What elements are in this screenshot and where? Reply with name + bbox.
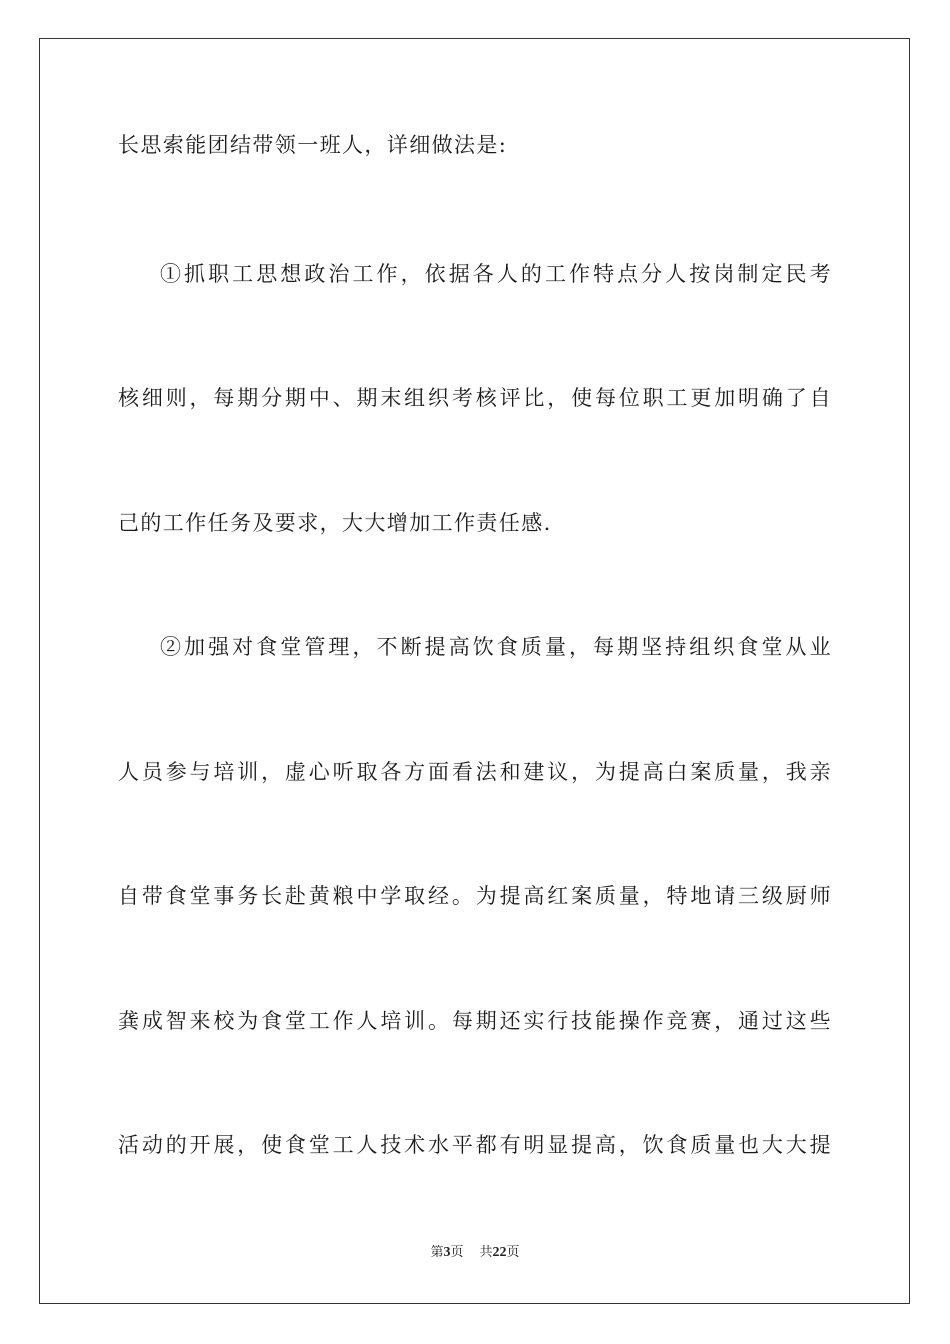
- page-border: [39, 38, 910, 1304]
- text-line-5: ②加强对食堂管理，不断提高饮食质量，每期坚持组织食堂从业: [160, 635, 832, 659]
- footer-page-number: 3: [443, 1245, 451, 1260]
- text-line-4: 己的工作任务及要求，大大增加工作责任感.: [118, 511, 552, 535]
- footer-total-prefix: 共: [479, 1245, 493, 1260]
- text-line-9: 活动的开展，使食堂工人技术水平都有明显提高，饮食质量也大大提: [118, 1133, 832, 1157]
- text-line-8: 龚成智来校为食堂工作人培训。每期还实行技能操作竞赛，通过这些: [118, 1009, 832, 1033]
- text-line-3: 核细则，每期分期中、期末组织考核评比，使每位职工更加明确了自: [118, 386, 832, 410]
- footer-total-pages: 22: [492, 1245, 507, 1260]
- footer-total-suffix: 页: [506, 1245, 520, 1260]
- text-line-6: 人员参与培训，虚心听取各方面看法和建议，为提高白案质量，我亲: [118, 760, 832, 784]
- footer-page-suffix: 页: [450, 1245, 464, 1260]
- page-footer: [0, 1244, 950, 1262]
- footer-page-prefix: 第: [430, 1245, 444, 1260]
- text-line-7: 自带食堂事务长赴黄粮中学取经。为提高红案质量，特地请三级厨师: [118, 884, 832, 908]
- text-line-2: ①抓职工思想政治工作，依据各人的工作特点分人按岗制定民考: [160, 262, 832, 286]
- text-line-1: 长思索能团结带领一班人，详细做法是:: [118, 133, 508, 157]
